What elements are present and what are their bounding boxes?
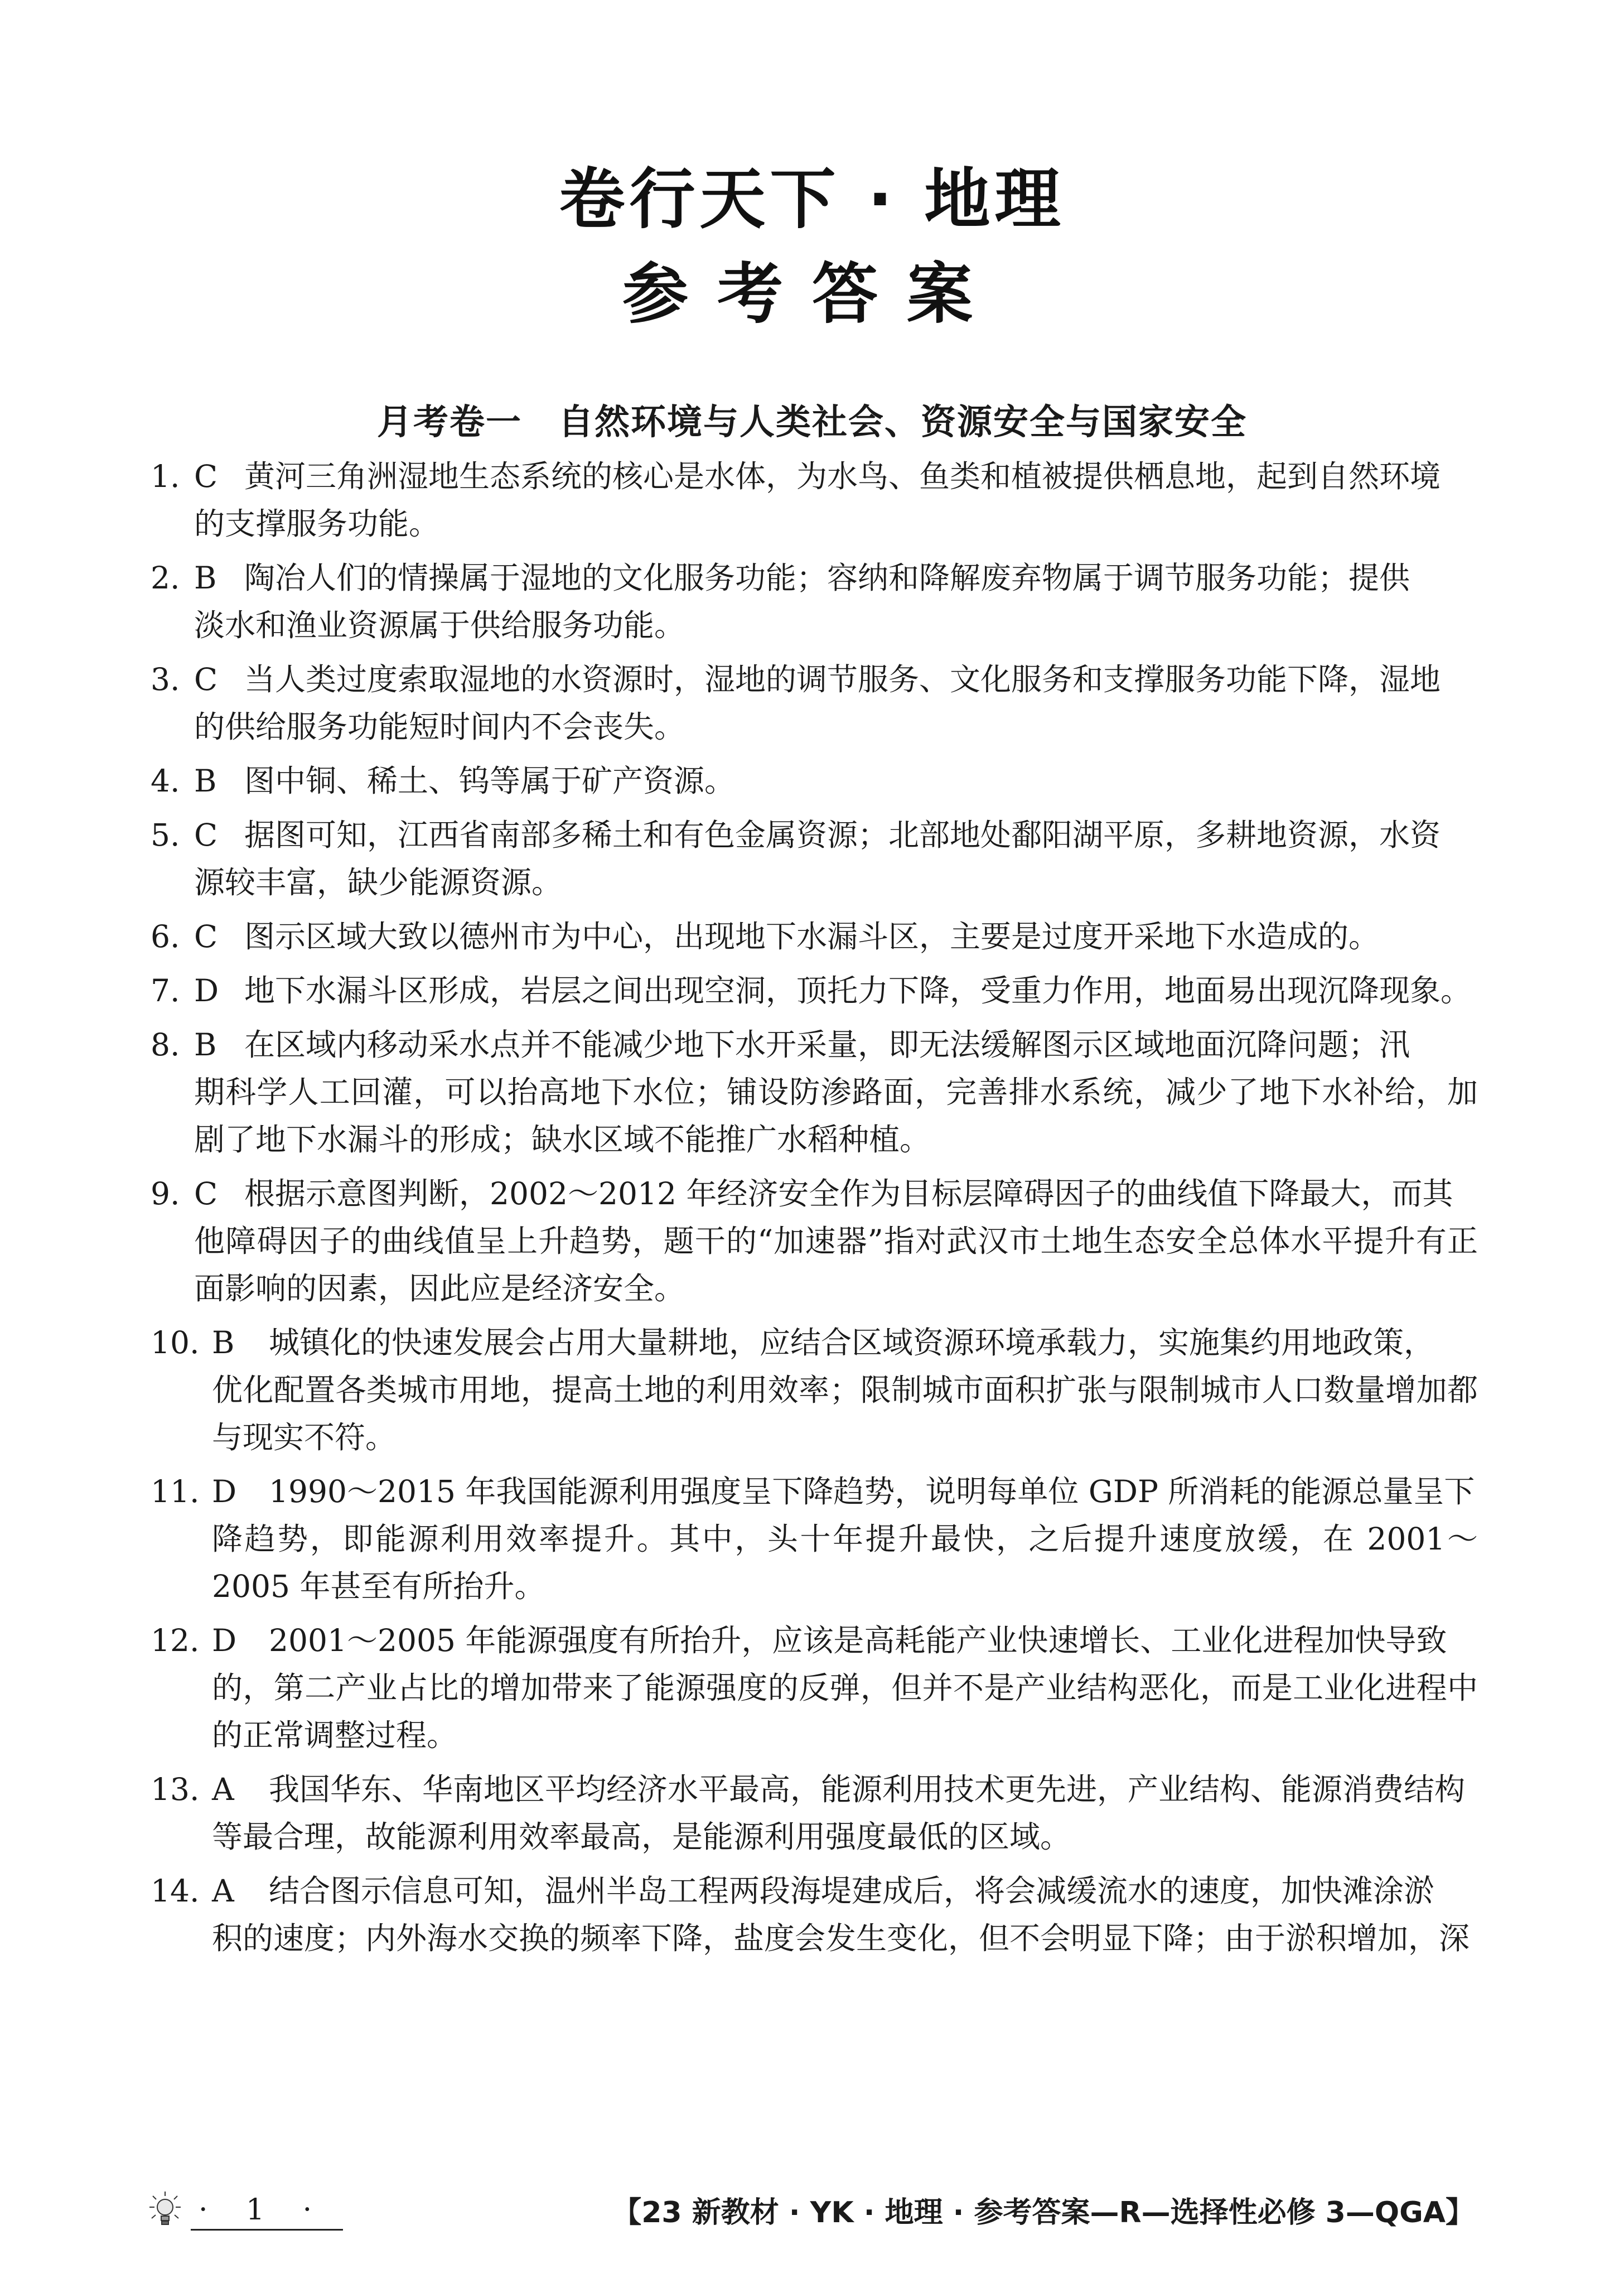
answer-explanation-continued: 等最合理，故能源利用效率最高，是能源利用强度最低的区域。 [212, 1819, 1071, 1855]
answer-explanation-continued: 源较丰富，缺少能源资源。 [194, 865, 563, 900]
answer-explanation-continued: 的供给服务功能短时间内不会丧失。 [194, 709, 685, 745]
answer-choice: C [194, 662, 218, 697]
answer-choice: A [212, 1772, 234, 1807]
answer-item [151, 1170, 1478, 1312]
answer-choice: C [194, 458, 218, 494]
answer-explanation: 结合图示信息可知，温州半岛工程两段海堤建成后，将会减缓流水的速度，加快滩涂淤 [269, 1873, 1435, 1909]
answer-explanation: 城镇化的快速发展会占用大量耕地，应结合区域资源环境承载力，实施集约用地政策， [269, 1325, 1435, 1360]
answer-explanation: 图中铜、稀土、钨等属于矿产资源。 [244, 763, 736, 799]
answer-explanation: 在区域内移动采水点并不能减少地下水开采量，即无法缓解图示区域地面沉降问题；汛 [244, 1027, 1410, 1063]
lightbulb-icon [149, 2190, 181, 2233]
answer-explanation-continued: 的，第二产业占比的增加带来了能源强度的反弹，但并不是产业结构恶化，而是工业化进程中的正常调整过程。 [212, 1670, 1478, 1753]
answer-explanation: 陶冶人们的情操属于湿地的文化服务功能；容纳和降解废弃物属于调节服务功能；提供 [244, 560, 1410, 596]
answer-number: 14. [151, 1873, 200, 1909]
answer-item [151, 967, 1478, 1015]
answer-number: 12. [151, 1623, 200, 1658]
answer-choice: D [194, 973, 219, 1008]
page-number: · 1 · [191, 2193, 343, 2231]
answer-item [151, 1766, 1478, 1861]
page-footer-left [149, 2187, 343, 2237]
page-title: 卷行天下 · 地理 [559, 161, 1065, 238]
answer-item [151, 1319, 1478, 1461]
answer-choice: B [194, 560, 217, 596]
answer-number: 1. [151, 458, 180, 494]
answer-explanation: 当人类过度索取湿地的水资源时，湿地的调节服务、文化服务和支撑服务功能下降，湿地 [244, 662, 1441, 697]
answer-choice: D [212, 1623, 237, 1658]
answer-explanation-continued: 淡水和渔业资源属于供给服务功能。 [194, 607, 685, 643]
answer-explanation: 地下水漏斗区形成，岩层之间出现空洞，顶托力下降，受重力作用，地面易出现沉降现象。 [244, 973, 1472, 1008]
answer-choice: C [194, 817, 218, 853]
answer-number: 7. [151, 973, 180, 1008]
page-subtitle: 参考答案 [622, 255, 1002, 332]
answer-number: 6. [151, 919, 180, 954]
answer-item [151, 1468, 1478, 1610]
answer-item [151, 554, 1478, 649]
answer-number: 2. [151, 560, 180, 596]
answer-number: 3. [151, 662, 180, 697]
answer-item [151, 656, 1478, 751]
answer-explanation-continued: 期科学人工回灌，可以抬高地下水位；铺设防渗路面，完善排水系统，减少了地下水补给，加剧了地下水漏斗的形成；缺水区域不能推广水稻种植。 [194, 1074, 1478, 1157]
answer-explanation-continued: 积的速度；内外海水交换的频率下降，盐度会发生变化，但不会明显下降；由于淤积增加，深 [212, 1920, 1470, 1956]
answer-choice: C [194, 919, 218, 954]
answer-choice: C [194, 1176, 218, 1212]
document-code: 【23 新教材 · YK · 地理 · 参考答案—R—选择性必修 3—QGA】 [612, 2196, 1475, 2229]
answer-explanation-continued: 的支撑服务功能。 [194, 506, 440, 542]
answer-item [151, 1617, 1478, 1759]
answer-explanation: 图示区域大致以德州市为中心，出现地下水漏斗区，主要是过度开采地下水造成的。 [244, 919, 1380, 954]
answer-explanation-continued: 优化配置各类城市用地，提高土地的利用效率；限制城市面积扩张与限制城市人口数量增加都与现实不符。 [212, 1372, 1478, 1455]
section-title: 月考卷一 自然环境与人类社会、资源安全与国家安全 [377, 402, 1247, 442]
answer-number: 11. [151, 1474, 200, 1509]
answer-item [151, 812, 1478, 906]
answer-item [151, 757, 1478, 805]
answer-explanation: 黄河三角洲湿地生态系统的核心是水体，为水鸟、鱼类和植被提供栖息地，起到自然环境 [244, 458, 1441, 494]
answer-number: 8. [151, 1027, 180, 1063]
answer-list [151, 453, 1478, 1969]
answer-item [151, 1867, 1478, 1962]
answer-explanation: 1990～2015 年我国能源利用强度呈下降趋势，说明每单位 GDP 所消耗的能源总量呈下 [269, 1474, 1475, 1509]
answer-number: 10. [151, 1325, 200, 1360]
answer-explanation: 我国华东、华南地区平均经济水平最高，能源利用技术更先进，产业结构、能源消费结构 [269, 1772, 1466, 1807]
answer-number: 5. [151, 817, 180, 853]
answer-explanation-continued: 他障碍因子的曲线值呈上升趋势，题干的“加速器”指对武汉市土地生态安全总体水平提升有正面影响的因素，因此应是经济安全。 [194, 1223, 1478, 1306]
answer-explanation: 根据示意图判断，2002～2012 年经济安全作为目标层障碍因子的曲线值下降最大，而其 [244, 1176, 1453, 1212]
answer-item [151, 913, 1478, 960]
answer-number: 4. [151, 763, 180, 799]
answer-explanation-continued: 降趋势，即能源利用效率提升。其中，头十年提升最快，之后提升速度放缓，在 2001～2005 年甚至有所抬升。 [212, 1521, 1478, 1604]
answer-choice: B [212, 1325, 235, 1360]
answer-choice: B [194, 1027, 217, 1063]
answer-item [151, 1021, 1478, 1164]
answer-number: 13. [151, 1772, 200, 1807]
answer-explanation: 2001～2005 年能源强度有所抬升，应该是高耗能产业快速增长、工业化进程加快导致 [269, 1623, 1447, 1658]
answer-choice: A [212, 1873, 234, 1909]
answer-item [151, 453, 1478, 548]
answer-choice: B [194, 763, 217, 799]
answer-choice: D [212, 1474, 237, 1509]
answer-explanation: 据图可知，江西省南部多稀土和有色金属资源；北部地处鄱阳湖平原，多耕地资源，水资 [244, 817, 1441, 853]
answer-number: 9. [151, 1176, 180, 1212]
